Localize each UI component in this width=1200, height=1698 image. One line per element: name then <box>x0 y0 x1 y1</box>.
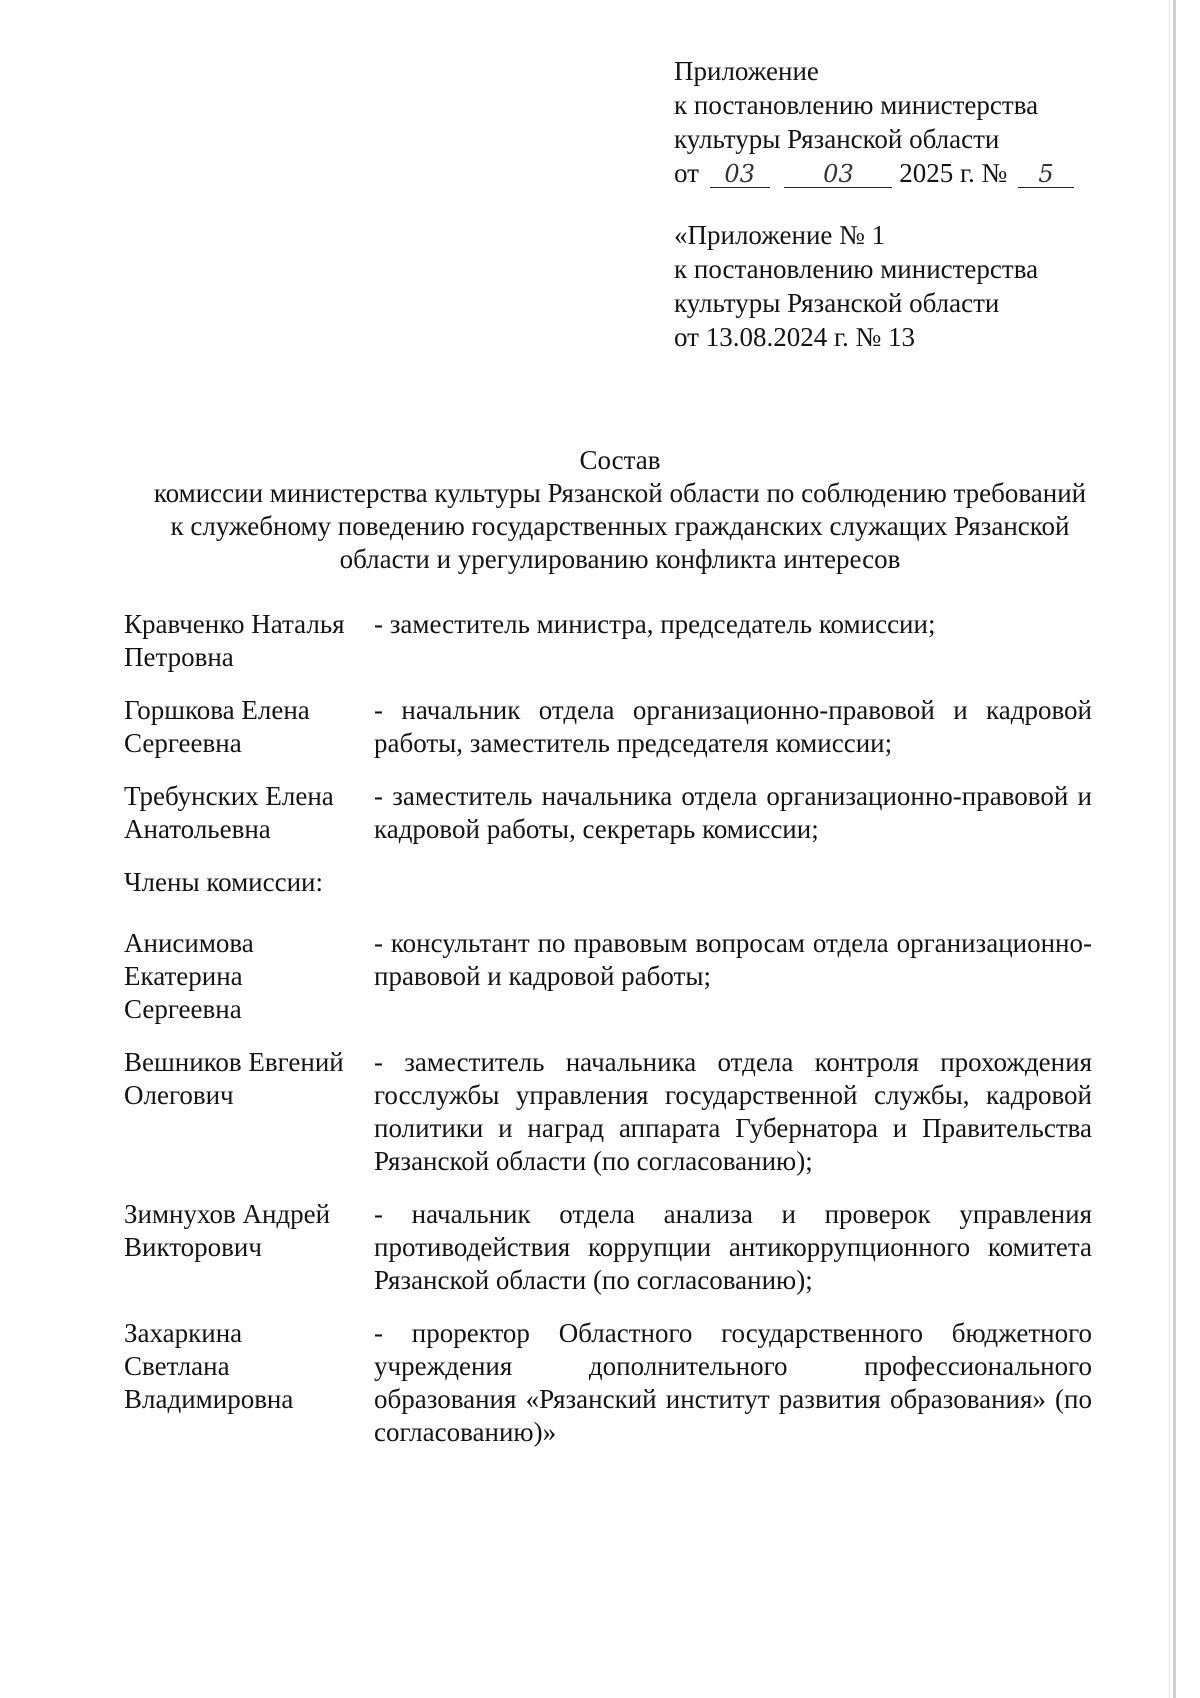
original-date-line: от 13.08.2024 г. № 13 <box>674 322 915 352</box>
member-role: - начальник отдела организационно-правовой и кадровой работы, заместитель председателя комиссии; <box>374 695 1092 758</box>
member-name-line: Екатерина <box>124 961 243 991</box>
original-ministry-line: культуры Рязанской области <box>674 288 1000 318</box>
member-name-line: Анисимова <box>124 928 254 958</box>
member-name-line: Владимировна <box>124 1384 294 1414</box>
appendix-ministry-line: культуры Рязанской области <box>674 124 1000 154</box>
member-name <box>124 927 374 1026</box>
year-and-number-label: 2025 г. № <box>899 158 1008 188</box>
scan-edge <box>1173 0 1176 1698</box>
scan-edge-secondary <box>1169 0 1170 1698</box>
member-name <box>124 1046 374 1178</box>
heading-line-2: к служебному поведению государственных гражданских служащих Рязанской <box>170 511 1070 541</box>
member-surname-line: Горшкова Елена <box>124 695 310 725</box>
heading-line-1: комиссии министерства культуры Рязанской области по соблюдению требований <box>153 478 1087 508</box>
member-surname-line: Требунских Елена <box>124 781 334 811</box>
member-patronymic-line: Сергеевна <box>124 728 242 758</box>
member-patronymic-line: Петровна <box>124 642 234 672</box>
member-role: - начальник отдела анализа и проверок управления противодействия коррупции антикоррупционного комитета Рязанской области (по согласованию); <box>374 1199 1092 1295</box>
member-name <box>124 694 374 760</box>
member-row <box>124 927 1092 1026</box>
member-role: - заместитель начальника отдела организационно-правовой и кадровой работы, секретарь комиссии; <box>374 781 1092 844</box>
member-row <box>124 1317 1092 1449</box>
member-row <box>124 1198 1092 1297</box>
heading-line-3: области и урегулированию конфликта интересов <box>339 544 901 574</box>
member-role: - консультант по правовым вопросам отдела организационно-правовой и кадровой работы; <box>374 928 1092 991</box>
appendix-header-original <box>674 218 1038 354</box>
date-prefix: от <box>674 158 699 188</box>
member-role: - заместитель министра, председатель комиссии; <box>374 609 936 639</box>
appendix-date-line <box>674 156 1074 190</box>
member-name <box>124 780 374 846</box>
member-row <box>124 780 1092 846</box>
member-name <box>124 608 374 674</box>
member-row <box>124 694 1092 760</box>
document-heading <box>110 444 1130 576</box>
handwritten-number: 5 <box>1018 161 1074 188</box>
member-row <box>124 1046 1092 1178</box>
member-name-line: Зимнухов Андрей <box>124 1199 331 1229</box>
handwritten-day: 03 <box>710 161 770 188</box>
member-role: - проректор Областного государственного бюджетного учреждения дополнительного профессионального образования «Рязанский институт развития образования» (по согласованию)» <box>374 1318 1092 1447</box>
member-name-line: Светлана <box>124 1351 230 1381</box>
member-name-line: Олегович <box>124 1080 234 1110</box>
member-name-line: Викторович <box>124 1232 262 1262</box>
member-name-line: Сергеевна <box>124 994 242 1024</box>
commission-members <box>124 608 1092 1469</box>
member-name-line: Захаркина <box>124 1318 243 1348</box>
member-name-line: Вешников Евгений <box>124 1047 344 1077</box>
original-resolution-line: к постановлению министерства <box>674 254 1039 284</box>
member-role: - заместитель начальника отдела контроля прохождения госслужбы управления государственной службы, кадровой политики и наград аппарата Губернатора и Правительства Рязанской области (по согласованию); <box>374 1047 1092 1176</box>
member-row <box>124 608 1092 674</box>
members-section-label: Члены комиссии: <box>124 867 323 897</box>
heading-title: Состав <box>579 445 661 475</box>
member-patronymic-line: Анатольевна <box>124 814 271 844</box>
member-name <box>124 1317 374 1449</box>
handwritten-month: 03 <box>784 161 892 188</box>
member-surname-line: Кравченко Наталья <box>124 609 345 639</box>
appendix-header-current <box>674 54 1074 190</box>
appendix-resolution-line: к постановлению министерства <box>674 90 1039 120</box>
original-appendix-label: «Приложение № 1 <box>674 220 886 250</box>
appendix-label: Приложение <box>674 56 819 86</box>
member-name <box>124 1198 374 1297</box>
